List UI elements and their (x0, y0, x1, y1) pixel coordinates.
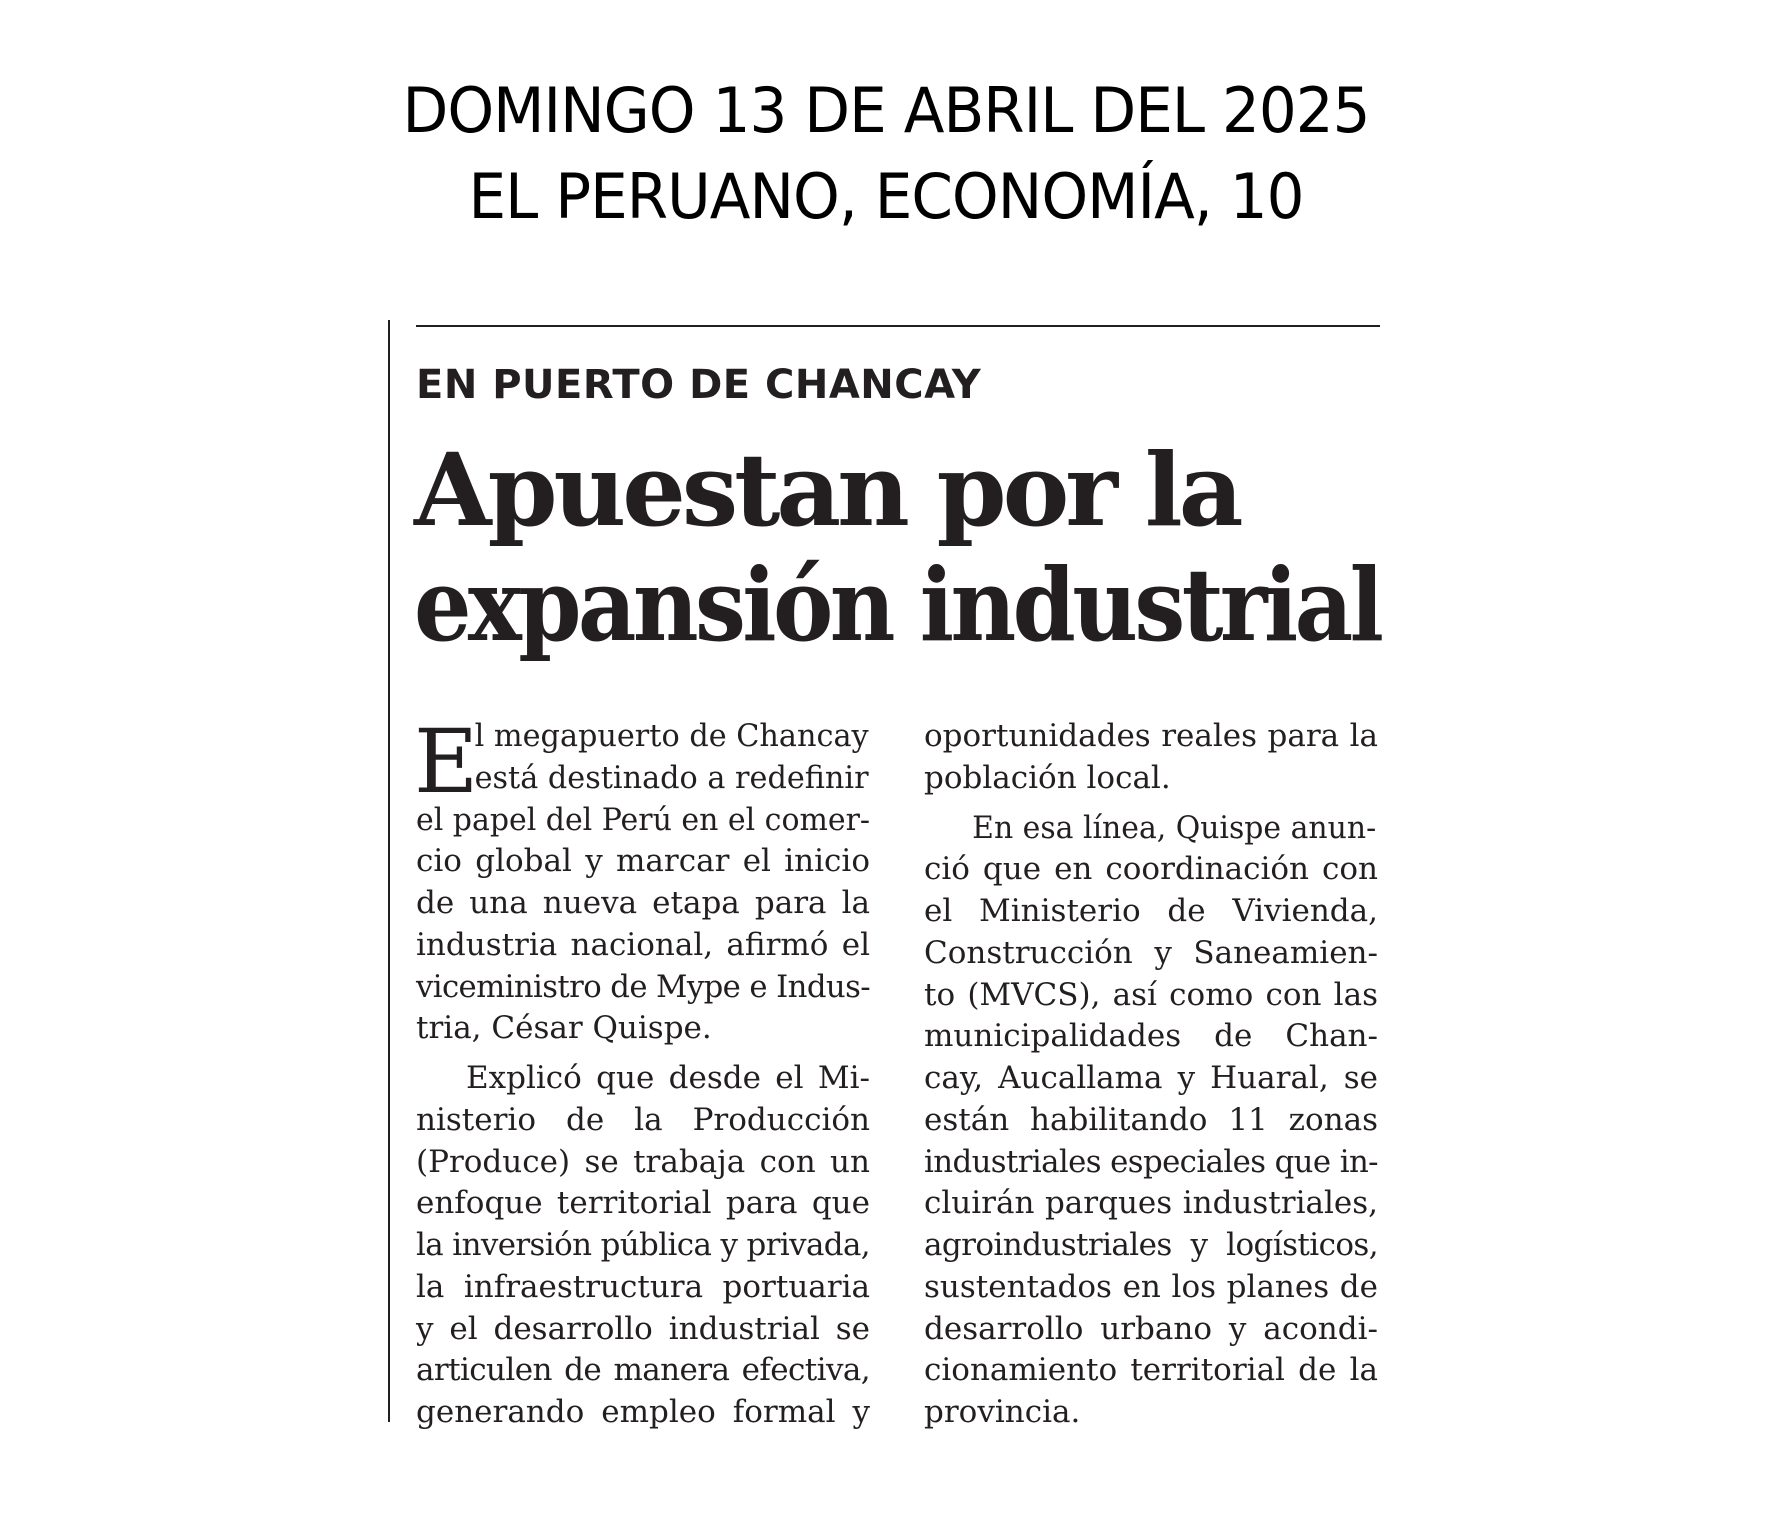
body-line: cay, Aucallama y Huaral, se (924, 1060, 1378, 1096)
body-line: En esa línea, Quispe anun- (972, 809, 1377, 846)
body-line: población local. (924, 759, 1171, 796)
body-line: la infraestructura portuaria (416, 1268, 870, 1305)
body-line: oportunidades reales para la (924, 718, 1378, 754)
date-line: DOMINGO 13 DE ABRIL DEL 2025 (402, 74, 1370, 147)
kicker: EN PUERTO DE CHANCAY (416, 362, 982, 408)
body-line: viceministro de Mype e Indus- (416, 968, 870, 1005)
source-line: EL PERUANO, ECONOMÍA, 10 (468, 160, 1304, 233)
body-line: de una nueva etapa para la (416, 885, 870, 921)
body-line: cionamiento territorial de la (924, 1352, 1378, 1389)
body-line: ció que en coordinación con (924, 851, 1378, 888)
body-line: sustentados en los planes de (924, 1268, 1378, 1305)
body-line: (Produce) se trabaja con un (416, 1143, 870, 1180)
vertical-rule (388, 320, 390, 1422)
body-line: municipalidades de Chan- (924, 1018, 1378, 1055)
body-line: desarrollo urbano y acondi- (924, 1310, 1378, 1347)
body-column-1 (414, 710, 870, 1434)
body-line: el papel del Perú en el comer- (416, 801, 870, 838)
body-column-2 (924, 716, 1378, 1434)
body-line: to (MVCS), así como con las (924, 976, 1378, 1013)
body-line: cio global y marcar el inicio (416, 843, 870, 880)
body-line: cluirán parques industriales, (924, 1185, 1378, 1222)
body-line: industria nacional, afirmó el (416, 926, 870, 963)
body-line: industriales especiales que in- (924, 1143, 1378, 1180)
top-rule (416, 325, 1380, 327)
body-line: nisterio de la Producción (416, 1101, 870, 1138)
body-line: provincia. (924, 1394, 1081, 1430)
headline-line-2: expansión industrial (414, 546, 1381, 664)
body-line: enfoque territorial para que (416, 1185, 870, 1222)
body-line: están habilitando 11 zonas (924, 1101, 1378, 1138)
body-line: l megapuerto de Chancay (474, 718, 869, 754)
news-clipping (388, 320, 1381, 1430)
drop-cap: E (414, 710, 479, 813)
body-line: agroindustriales y logísticos, (924, 1227, 1378, 1263)
headline-line-1: Apuestan por la (414, 431, 1240, 549)
body-line: el Ministerio de Vivienda, (924, 893, 1378, 929)
body-line: la inversión pública y privada, (416, 1227, 870, 1263)
body-line: Explicó que desde el Mi- (466, 1060, 870, 1096)
body-line: generando empleo formal y (416, 1394, 870, 1430)
body-line: está destinado a redefinir (474, 759, 869, 796)
body-line: y el desarrollo industrial se (416, 1310, 870, 1347)
body-line: articulen de manera efectiva, (416, 1352, 870, 1389)
body-line: Construcción y Saneamien- (924, 934, 1378, 971)
body-line: tria, César Quispe. (416, 1010, 712, 1047)
